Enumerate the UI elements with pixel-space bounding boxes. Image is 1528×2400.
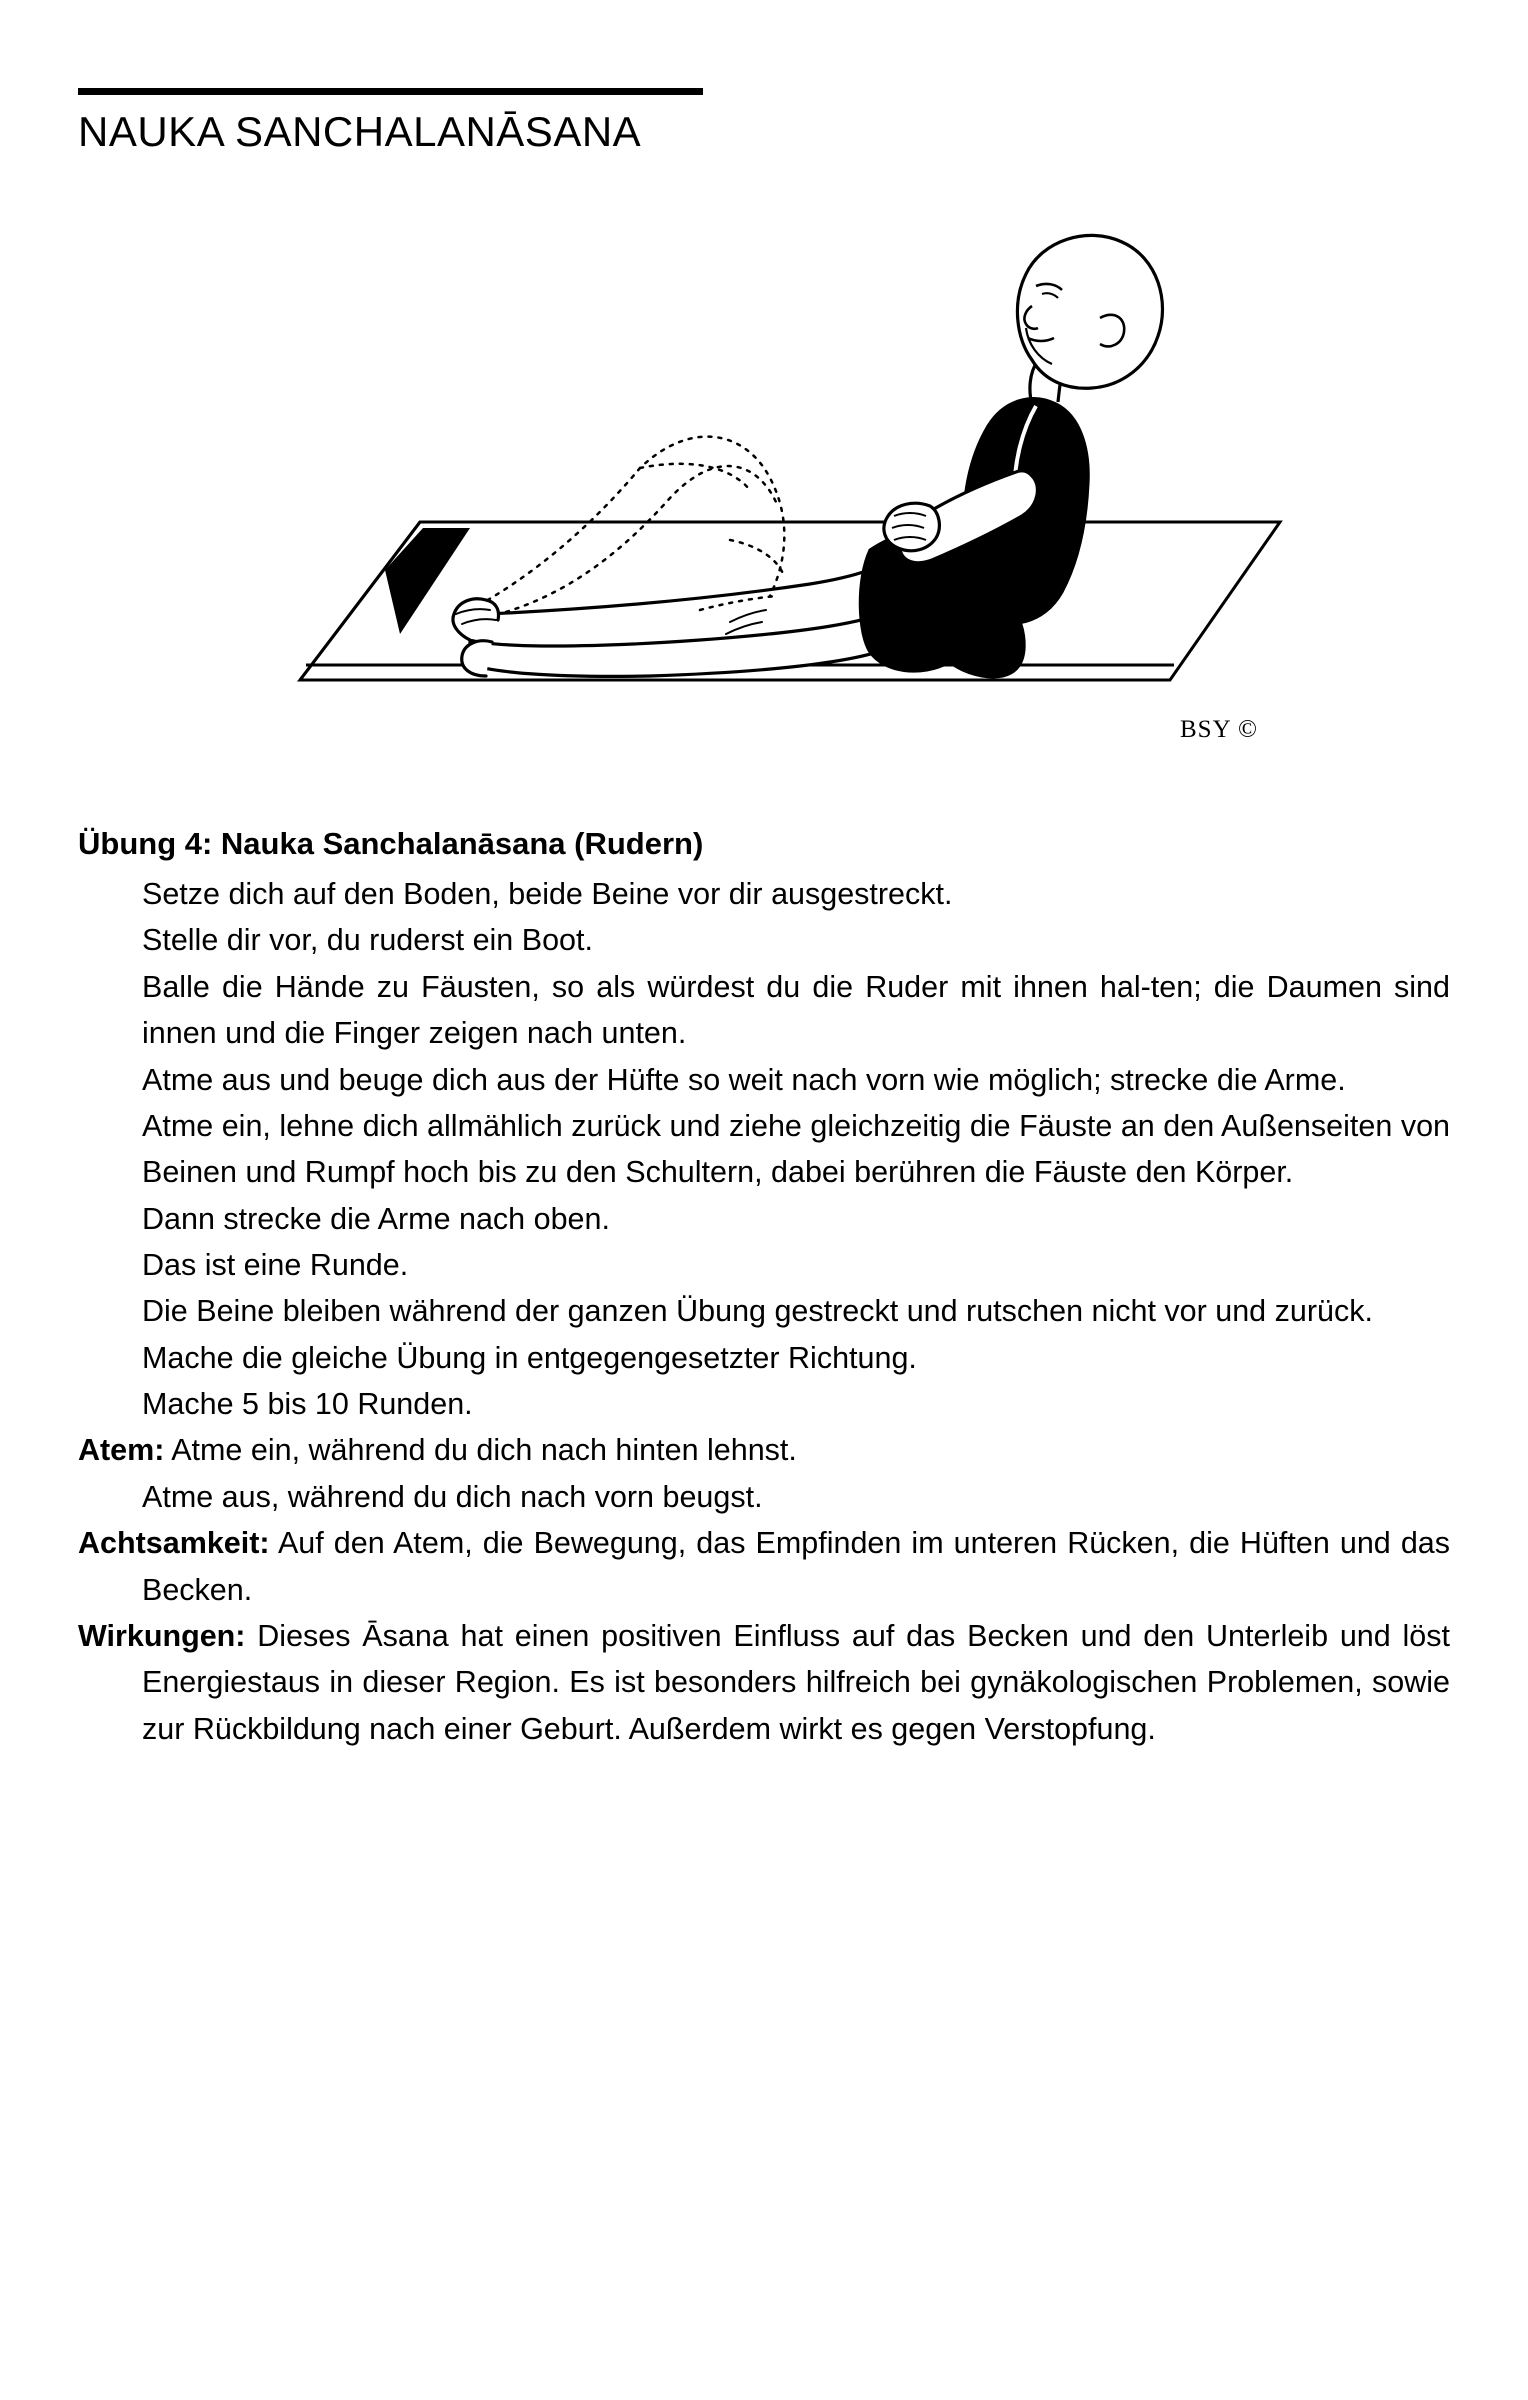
section-text: Atme ein, während du dich nach hinten lehnst. (164, 1433, 797, 1468)
list-item: Die Beine bleiben während der ganzen Übung gestreckt und rutschen nicht vor und zurück. (142, 1294, 1373, 1329)
section-line (78, 1520, 1450, 1613)
section-continuation: Atme aus, während du dich nach vorn beugst. (142, 1479, 763, 1514)
list-item: Balle die Hände zu Fäusten, so als würdest du die Ruder mit ihnen hal-ten; die Daumen sind innen und die Finger zeigen nach unten. (142, 969, 1450, 1051)
exercise-content (78, 820, 1450, 1752)
head (1017, 235, 1162, 406)
exercise-title: Übung 4: Nauka Sanchalanāsana (Rudern) (78, 826, 704, 861)
section-label: Atem: (78, 1433, 165, 1468)
section-line (78, 1427, 1450, 1473)
list-item: Mache die gleiche Übung in entgegengesetzter Richtung. (142, 1340, 917, 1375)
list-item: Atme aus und beuge dich aus der Hüfte so weit nach vorn wie möglich; strecke die Arme. (142, 1062, 1346, 1097)
section-label: Wirkungen: (78, 1618, 246, 1653)
section-line (78, 1613, 1450, 1752)
list-item: Stelle dir vor, du ruderst ein Boot. (142, 923, 593, 958)
section-awareness (78, 1520, 1450, 1613)
section-effects (78, 1613, 1450, 1752)
list-item: Mache 5 bis 10 Runden. (142, 1387, 473, 1422)
page-header (78, 88, 778, 155)
list-item: Setze dich auf den Boden, beide Beine vor dir ausgestreckt. (142, 877, 953, 912)
rowing-pose-illustration (170, 210, 1370, 770)
list-item: Atme ein, lehne dich allmählich zurück und ziehe gleichzeitig die Fäuste an den Außenseiten von Beinen und Rumpf hoch bis zu den Schultern, dabei berühren die Fäuste den Körper. (142, 1108, 1450, 1190)
steps-list (78, 871, 1450, 1427)
list-item: Das ist eine Runde. (142, 1247, 409, 1282)
list-item: Dann strecke die Arme nach oben. (142, 1201, 610, 1236)
header-rule (78, 88, 703, 95)
section-text: Auf den Atem, die Bewegung, das Empfinden im unteren Rücken, die Hüften und das Becken. (142, 1526, 1450, 1607)
section-breath (78, 1427, 1450, 1520)
section-text: Dieses Āsana hat einen positiven Einfluss auf das Becken und den Unterleib und löst Energiestaus in dieser Region. Es ist besonders hilfreich bei gynäkologischen Problemen, sowie zur Rückbildung nach einer Geburt. Außerdem wirkt es gegen Verstopfung. (142, 1618, 1450, 1746)
section-label: Achtsamkeit: (78, 1526, 270, 1561)
page-title: NAUKA SANCHALANĀSANA (78, 108, 642, 155)
illustration-credit: BSY © (1180, 716, 1258, 743)
